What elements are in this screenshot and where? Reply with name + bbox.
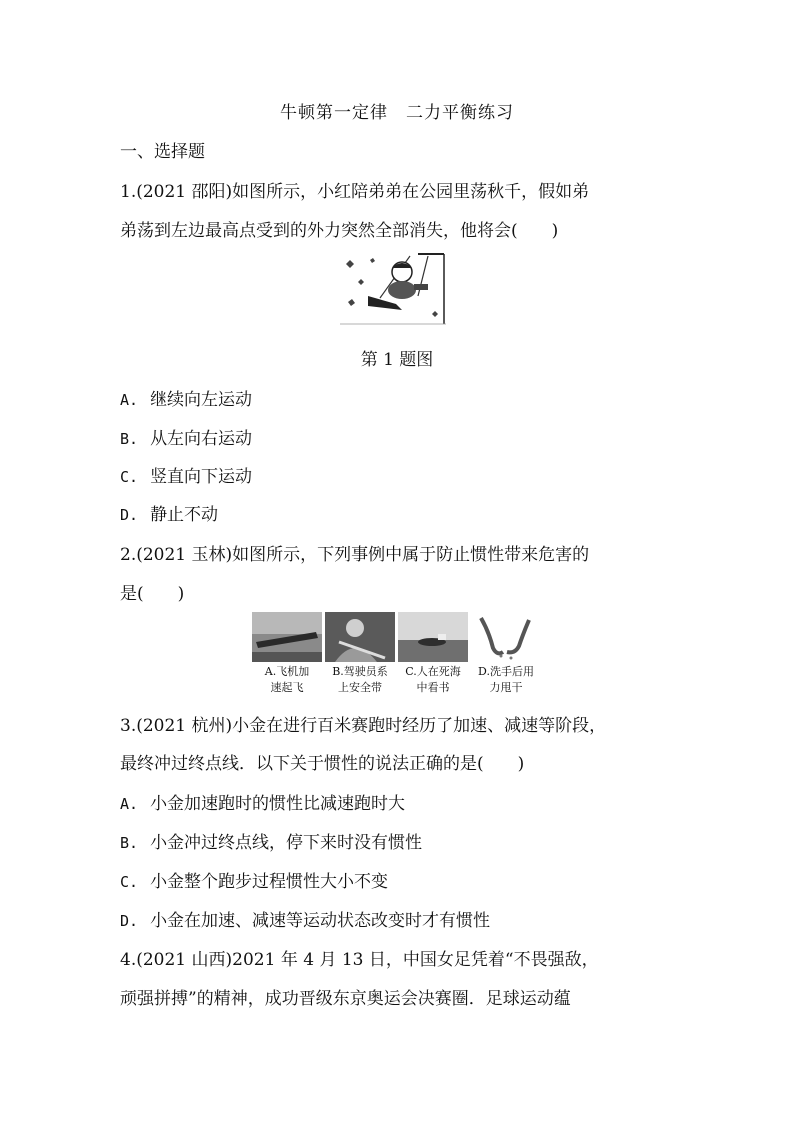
section-heading: 一、选择题: [120, 142, 205, 162]
q4-stem-line2: 顽强拼搏”的精神，成功晋级东京奥运会决赛圈．足球运动蕴: [120, 989, 571, 1009]
q2-stem-line2: 是( ): [120, 584, 185, 604]
q3-stem-line1: 3.(2021 杭州)小金在进行百米赛跑时经历了加速、减速等阶段，: [120, 716, 607, 736]
swing-illustration: [340, 252, 450, 328]
q1-option-c: C. 竖直向下运动: [120, 467, 253, 487]
q3-option-d: D. 小金在加速、减速等运动状态改变时才有惯性: [120, 911, 491, 931]
q3-option-a: A. 小金加速跑时的惯性比减速跑时大: [120, 794, 406, 814]
shaking-hands-panel-image: [471, 612, 541, 662]
panel-a-caption: A.飞机加 速起飞: [264, 665, 310, 694]
q1-option-d: D. 静止不动: [120, 505, 219, 525]
figure-1-caption: 第 1 题图: [360, 350, 434, 370]
panel-d-caption: D.洗手后用 力甩干: [478, 665, 534, 694]
q1-option-b: B. 从左向右运动: [120, 429, 253, 449]
q2-stem-line1: 2.(2021 玉林)如图所示，下列事例中属于防止惯性带来危害的: [120, 545, 590, 565]
q4-stem-line1: 4.(2021 山西)2021 年 4 月 13 日，中国女足凭着“不畏强敌，: [120, 950, 599, 970]
airplane-panel-image: [252, 612, 322, 662]
q1-option-a: A. 继续向左运动: [120, 390, 253, 410]
panel-b-caption: B.驾驶员系 上安全带: [332, 665, 388, 694]
q3-option-c: C. 小金整个跑步过程惯性大小不变: [120, 872, 389, 892]
q3-stem-line2: 最终冲过终点线．以下关于惯性的说法正确的是( ): [120, 754, 525, 774]
dead-sea-panel-image: [398, 612, 468, 662]
q2-figure-strip: [252, 612, 544, 698]
q3-option-b: B. 小金冲过终点线，停下来时没有惯性: [120, 833, 423, 853]
panel-c-caption: C.人在死海 中看书: [405, 665, 461, 694]
page-title: 牛顿第一定律 二力平衡练习: [280, 103, 514, 123]
q1-stem-line2: 弟荡到左边最高点受到的外力突然全部消失，他将会( ): [120, 221, 559, 241]
seatbelt-panel-image: [325, 612, 395, 662]
q1-stem-line1: 1.(2021 邵阳)如图所示，小红陪弟弟在公园里荡秋千，假如弟: [120, 182, 590, 202]
